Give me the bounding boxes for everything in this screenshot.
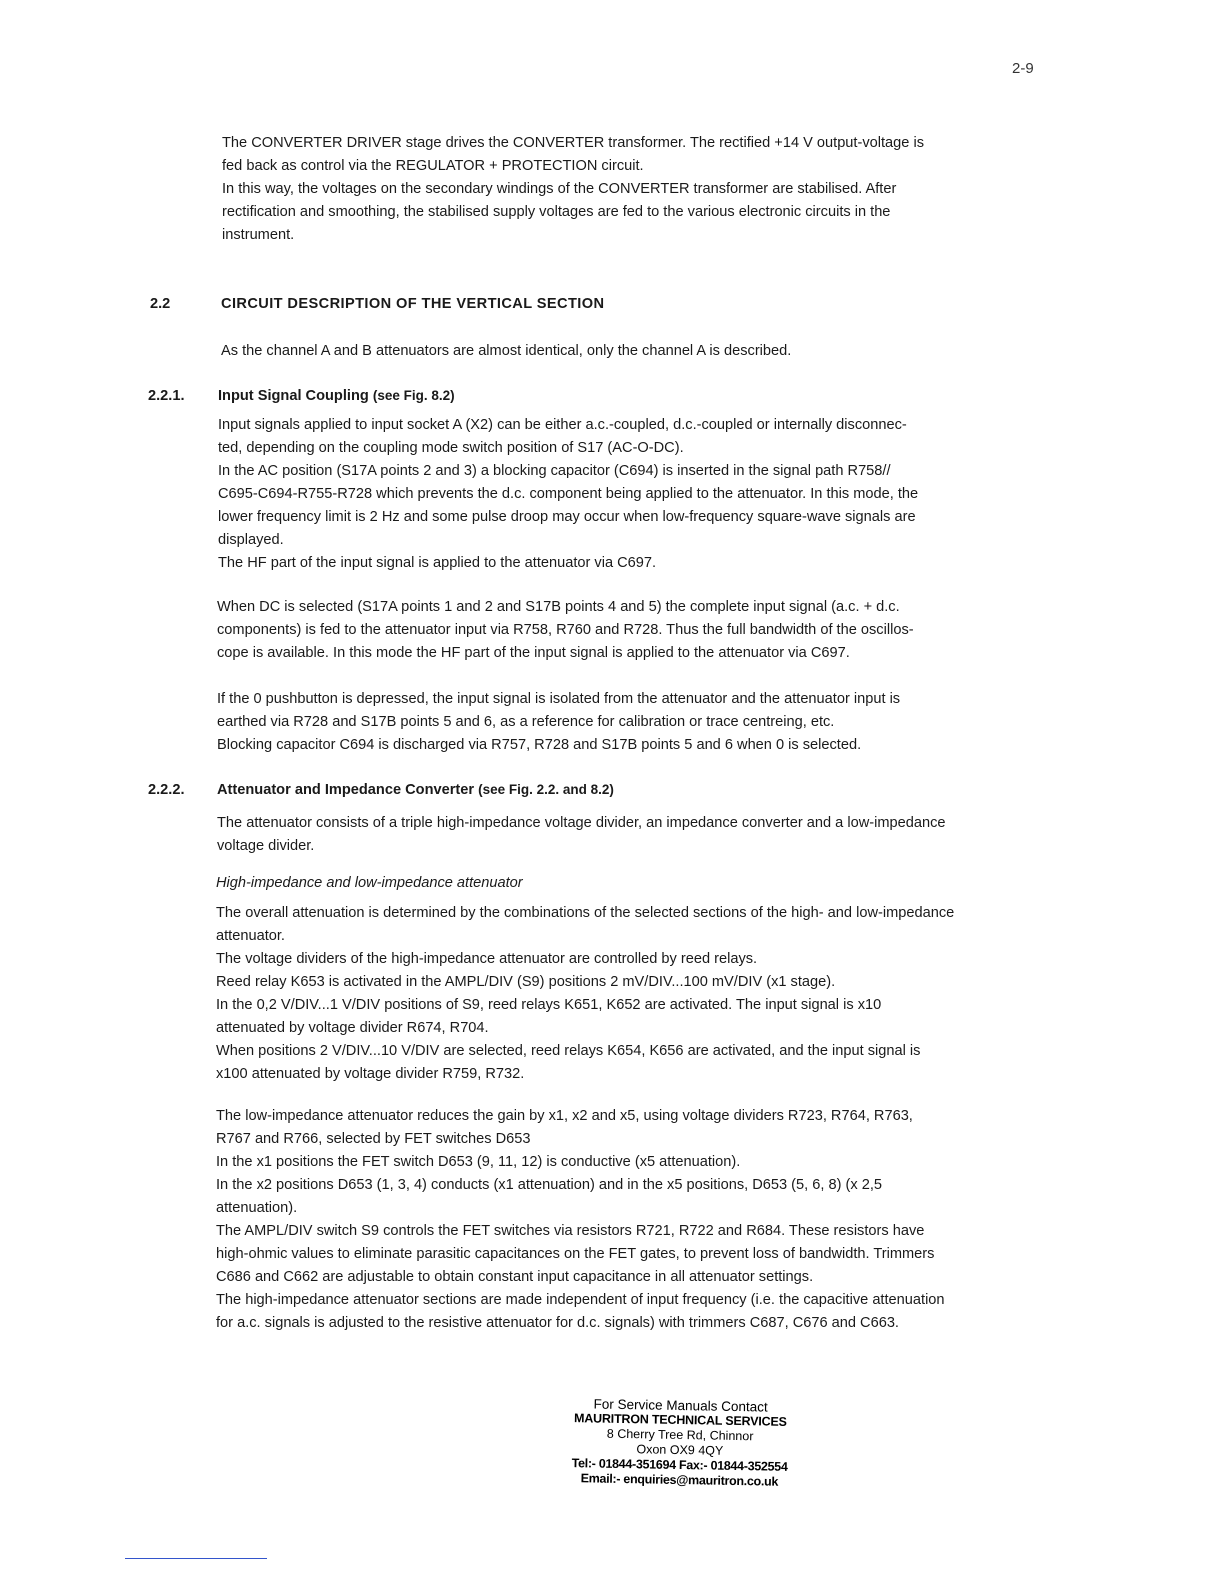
- text-line: Input signals applied to input socket A (X2) can be either a.c.-coupled, d.c.-coupled or internally disconnec-: [218, 417, 907, 433]
- text-line: The AMPL/DIV switch S9 controls the FET switches via resistors R721, R722 and R684. These resistors have: [216, 1223, 925, 1239]
- paragraph-high-impedance: [216, 902, 954, 1086]
- text-line: In the x2 positions D653 (1, 3, 4) conducts (x1 attenuation) and in the x5 positions, D653 (5, 6, 8) (x 2,5: [216, 1177, 883, 1193]
- footer-line: MAURITRON TECHNICAL SERVICES: [573, 1411, 787, 1429]
- paragraph-coupling-ac: [218, 414, 918, 575]
- text-line: If the 0 pushbutton is depressed, the input signal is isolated from the attenuator and the attenuator input is: [217, 691, 901, 707]
- text-line: attenuation).: [216, 1200, 298, 1216]
- text-line: Reed relay K653 is activated in the AMPL/DIV (S9) positions 2 mV/DIV...100 mV/DIV (x1 stage).: [216, 974, 836, 990]
- text-line: x100 attenuated by voltage divider R759, R732.: [216, 1066, 525, 1082]
- text-line: The overall attenuation is determined by the combinations of the selected sections of the high- and low-impedance: [216, 905, 955, 921]
- text-line: C686 and C662 are adjustable to obtain constant input capacitance in all attenuator settings.: [216, 1269, 814, 1285]
- text-line: attenuated by voltage divider R674, R704.: [216, 1020, 489, 1036]
- page-number: 2-9: [1012, 60, 1034, 77]
- footer-line: Oxon OX9 4QY: [636, 1442, 724, 1458]
- section-number: 2.2: [150, 296, 171, 312]
- subsection-number: 2.2.2.: [148, 782, 185, 798]
- section-title: CIRCUIT DESCRIPTION OF THE VERTICAL SECTION: [221, 296, 605, 312]
- text-line: cope is available. In this mode the HF part of the input signal is applied to the attenuator via C697.: [217, 645, 850, 661]
- text-line: The CONVERTER DRIVER stage drives the CONVERTER transformer. The rectified +14 V output-voltage is: [222, 135, 924, 151]
- figure-reference: (see Fig. 2.2. and 8.2): [478, 782, 614, 797]
- text-line: The low-impedance attenuator reduces the gain by x1, x2 and x5, using voltage dividers R723, R764, R763,: [216, 1108, 913, 1124]
- text-line: When positions 2 V/DIV...10 V/DIV are selected, reed relays K654, K656 are activated, and the input signal is: [216, 1043, 921, 1059]
- text-line: attenuator.: [216, 928, 285, 944]
- text-line: R767 and R766, selected by FET switches D653: [216, 1131, 531, 1147]
- paragraph-low-impedance: [216, 1105, 945, 1335]
- subsection-title-main: Attenuator and Impedance Converter: [217, 782, 479, 798]
- text-line: rectification and smoothing, the stabilised supply voltages are fed to the various electronic circuits in the: [222, 204, 891, 220]
- italic-subheading: High-impedance and low-impedance attenuator: [216, 875, 523, 891]
- text-line: In this way, the voltages on the secondary windings of the CONVERTER transformer are stabilised. After: [222, 181, 897, 197]
- text-line: displayed.: [218, 532, 284, 548]
- text-line: lower frequency limit is 2 Hz and some pulse droop may occur when low-frequency square-wave signals are: [218, 509, 916, 525]
- text-line: fed back as control via the REGULATOR + PROTECTION circuit.: [222, 158, 644, 174]
- text-line: The attenuator consists of a triple high-impedance voltage divider, an impedance converter and a low-impedance: [217, 815, 946, 831]
- text-line: earthed via R728 and S17B points 5 and 6, as a reference for calibration or trace centreing, etc.: [217, 714, 835, 730]
- text-line: voltage divider.: [217, 838, 315, 854]
- text-line: The high-impedance attenuator sections are made independent of input frequency (i.e. the capacitive attenuation: [216, 1292, 945, 1308]
- paragraph-coupling-zero: [217, 688, 900, 757]
- footer-line: Email:- enquiries@mauritron.co.uk: [580, 1471, 779, 1489]
- paragraph-attenuator-intro: [217, 812, 946, 858]
- footer-line: For Service Manuals Contact: [593, 1396, 768, 1415]
- footer-line: Tel:- 01844-351694 Fax:- 01844-352554: [571, 1456, 788, 1474]
- text-line: The voltage dividers of the high-impedance attenuator are controlled by reed relays.: [216, 951, 758, 967]
- paragraph-coupling-dc: [217, 596, 914, 665]
- subsection-title: [218, 388, 455, 404]
- intro-paragraphs: [222, 132, 924, 247]
- text-line: components) is fed to the attenuator input via R758, R760 and R728. Thus the full bandwidth of the oscillos-: [217, 622, 914, 638]
- text-line: As the channel A and B attenuators are almost identical, only the channel A is described.: [221, 343, 792, 359]
- subsection-number: 2.2.1.: [148, 388, 185, 404]
- text-line: C695-C694-R755-R728 which prevents the d.c. component being applied to the attenuator. In this mode, the: [218, 486, 919, 502]
- text-line: In the AC position (S17A points 2 and 3) a blocking capacitor (C694) is inserted in the signal path R758//: [218, 463, 891, 479]
- section-intro-text: [221, 340, 791, 363]
- text-line: instrument.: [222, 227, 295, 243]
- text-line: In the 0,2 V/DIV...1 V/DIV positions of S9, reed relays K651, K652 are activated. The input signal is x10: [216, 997, 882, 1013]
- text-line: for a.c. signals is adjusted to the resistive attenuator for d.c. signals) with trimmers C687, C676 and C663.: [216, 1315, 899, 1331]
- figure-reference: (see Fig. 8.2): [372, 388, 455, 403]
- subsection-title: [217, 782, 614, 798]
- text-line: ted, depending on the coupling mode switch position of S17 (AC-O-DC).: [218, 440, 684, 456]
- text-line: high-ohmic values to eliminate parasitic capacitances on the FET gates, to prevent loss of bandwidth. Trimmers: [216, 1246, 935, 1262]
- service-contact-stamp: [559, 1396, 801, 1490]
- footer-line: 8 Cherry Tree Rd, Chinnor: [606, 1426, 754, 1444]
- text-line: When DC is selected (S17A points 1 and 2 and S17B points 4 and 5) the complete input signal (a.c. + d.c.: [217, 599, 900, 615]
- text-line: The HF part of the input signal is applied to the attenuator via C697.: [218, 555, 657, 571]
- text-line: Blocking capacitor C694 is discharged via R757, R728 and S17B points 5 and 6 when 0 is selected.: [217, 737, 862, 753]
- bottom-rule-line: [125, 1558, 267, 1559]
- text-line: In the x1 positions the FET switch D653 (9, 11, 12) is conductive (x5 attenuation).: [216, 1154, 741, 1170]
- subsection-title-main: Input Signal Coupling: [218, 388, 373, 404]
